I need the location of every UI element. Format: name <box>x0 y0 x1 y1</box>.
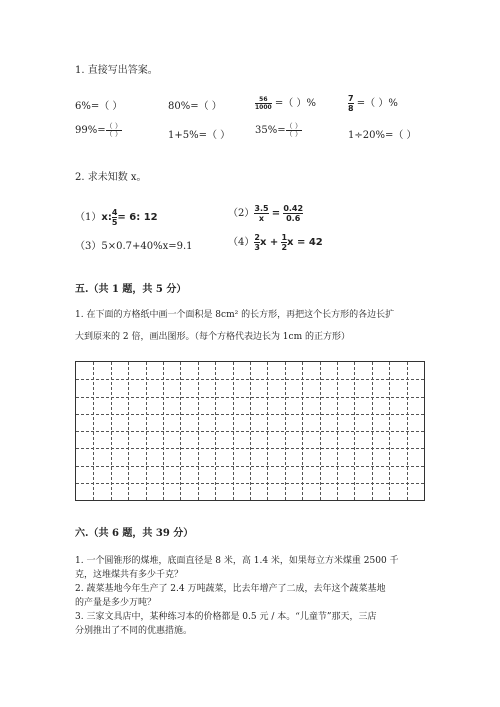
q1-r1-a: 6%=（ ） <box>75 101 123 112</box>
fraction: $\frac{56}{1000}$ <box>255 96 272 111</box>
q2-title: 2. 求未知数 x。 <box>75 172 147 183</box>
q1-r1-c: $\frac{56}{1000}$ =（ ）% <box>255 96 316 111</box>
q2-eq3: （3）5×0.7+40%x=9.1 <box>75 241 193 252</box>
section5-heading: 五.（共 1 题，共 5 分） <box>75 284 187 295</box>
grid-line-horizontal <box>76 448 424 449</box>
grid-line-horizontal <box>76 379 424 380</box>
q1-r2-a: 99%= （ ） （ ） <box>75 122 122 138</box>
fraction: $\frac{1}{2}$ <box>281 233 288 252</box>
s6-p3-line1: 3. 三家文具店中，某种练习本的价格都是 0.5 元 / 本。“儿童节”那天，三店 <box>75 612 377 622</box>
fraction: $\frac{0.42}{0.6}$ <box>283 204 304 223</box>
fraction: （ ） （ ） <box>285 122 302 138</box>
grid-line-horizontal <box>76 397 424 398</box>
q2-eq4: （4） $\frac{2}{3}$ x + $\frac{1}{2}$ x = 42 <box>228 233 323 252</box>
fraction: $\frac{4}{5}$ <box>111 208 118 227</box>
s5-problem-line1: 1. 在下面的方格纸中画一个面积是 8cm² 的长方形，再把这个长方形的各边长扩 <box>75 310 395 320</box>
grid-line-horizontal <box>76 414 424 415</box>
fraction: $\frac{2}{3}$ <box>254 233 260 252</box>
grid-line-horizontal <box>76 483 424 484</box>
s6-p1-line2: 克，这堆煤共有多少千克？ <box>75 570 184 580</box>
q1-r1-b: 80%=（ ） <box>168 101 222 112</box>
q2-eq1: （1）x: $\frac{4}{5}$ = 6: 12 <box>75 208 158 227</box>
q1-r1-d: $\frac{7}{8}$ =（ ）% <box>348 94 398 113</box>
s6-p3-line2: 分别推出了不同的优惠措施。 <box>75 626 193 636</box>
fraction: $\frac{7}{8}$ <box>348 94 354 113</box>
fraction: $\frac{3.5}{x}$ <box>254 204 269 223</box>
q1-title: 1. 直接写出答案。 <box>75 65 158 76</box>
q2-eq2: （2） $\frac{3.5}{x}$ = $\frac{0.42}{0.6}$ <box>228 204 304 223</box>
s6-p2-line2: 的产量是多少万吨？ <box>75 598 157 608</box>
fraction: （ ） （ ） <box>105 122 122 138</box>
q1-r2-b: 1+5%=（ ） <box>168 130 231 141</box>
grid-line-horizontal <box>76 466 424 467</box>
q1-r2-c: 35%= （ ） （ ） <box>255 122 302 138</box>
grid-paper <box>75 361 425 501</box>
s6-p2-line1: 2. 蔬菜基地今年生产了 2.4 万吨蔬菜，比去年增产了二成，去年这个蔬菜基地 <box>75 584 386 594</box>
s5-problem-line2: 大到原来的 2 倍，画出图形。（每个方格代表边长为 1cm 的正方形） <box>75 332 350 342</box>
s6-p1-line1: 1. 一个圆锥形的煤堆，底面直径是 8 米，高 1.4 米，如果每立方米煤重 2500 千 <box>75 556 399 566</box>
section6-heading: 六.（共 6 题，共 39 分） <box>75 528 194 539</box>
q1-r2-d: 1÷20%=（ ） <box>348 130 417 141</box>
grid-line-horizontal <box>76 431 424 432</box>
